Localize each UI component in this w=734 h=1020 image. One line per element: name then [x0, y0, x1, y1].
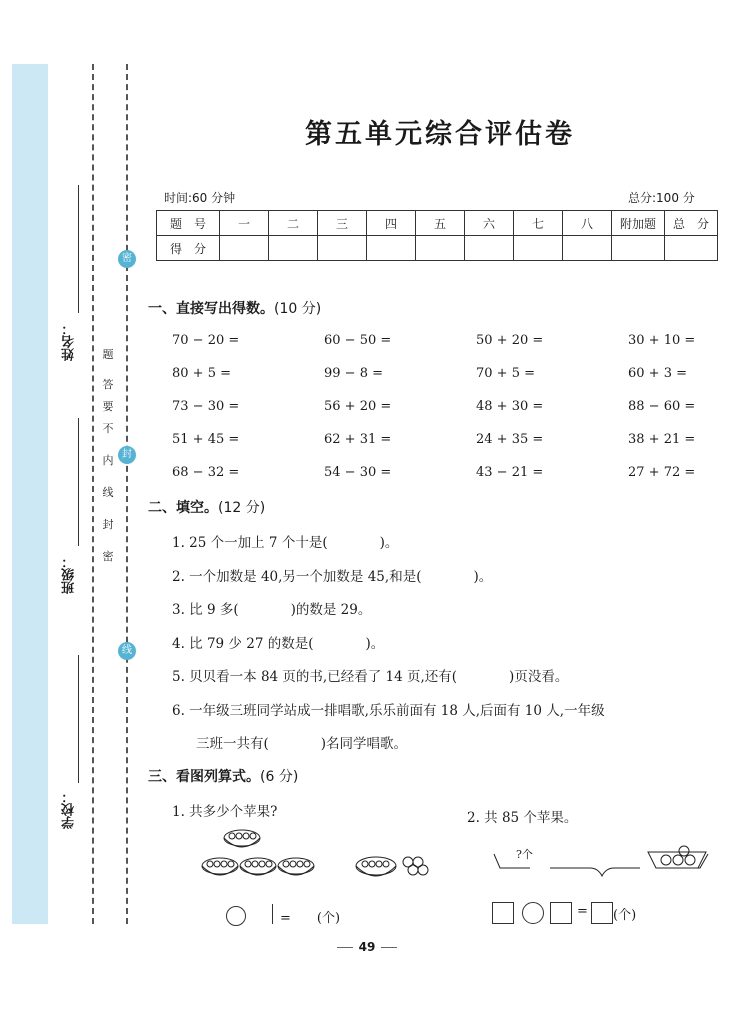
table-cell: 五	[416, 211, 465, 236]
question-text: )。	[365, 636, 385, 652]
calc-item: 30 + 10 =	[628, 333, 696, 348]
brace-label: ?个	[516, 848, 533, 861]
table-cell: 总 分	[665, 211, 718, 236]
answer-box[interactable]	[550, 902, 572, 924]
binding-strip	[12, 64, 48, 924]
picture-question-2: 2. 共 85 个苹果。	[467, 810, 578, 826]
table-cell: 八	[563, 211, 612, 236]
calc-item: 38 + 21 =	[628, 432, 696, 447]
class-label: 班级：	[62, 555, 77, 594]
question-text: )页没看。	[509, 669, 569, 685]
score-table-score-row	[157, 236, 718, 261]
calc-item: 73 − 30 =	[172, 399, 240, 414]
score-cell[interactable]	[367, 236, 416, 261]
divider	[337, 947, 353, 948]
seal-char: 内	[102, 454, 114, 467]
calc-item: 68 − 32 =	[172, 465, 240, 480]
equation-unit: = (个)	[280, 911, 341, 926]
total-score: 总分:100 分	[628, 191, 695, 205]
seal-char: 题	[102, 348, 114, 361]
section-2-title: 二、填空。	[148, 500, 218, 516]
score-cell[interactable]	[665, 236, 718, 261]
school-label: 学校：	[62, 790, 77, 829]
score-cell[interactable]	[514, 236, 563, 261]
basket-icon	[224, 830, 260, 847]
fill-question-2	[172, 565, 492, 585]
table-cell: 附加题	[612, 211, 665, 236]
seal-char: 线	[102, 486, 114, 499]
time-limit: 时间:60 分钟	[164, 191, 236, 205]
table-cell: 七	[514, 211, 563, 236]
section-3-title: 三、看图列算式。	[148, 769, 260, 785]
answer-box[interactable]	[492, 902, 514, 924]
seal-char: 不	[102, 422, 114, 435]
section-2-points: (12 分)	[218, 500, 266, 516]
seal-dot: 线	[118, 642, 136, 660]
basket-icon	[278, 858, 314, 875]
table-cell: 题 号	[157, 211, 220, 236]
table-cell: 三	[318, 211, 367, 236]
question-text: )。	[379, 535, 399, 551]
fill-question-6-cont	[196, 732, 407, 752]
question-text: 6. 一年级三班同学站成一排唱歌,乐乐前面有 18 人,后面有 10 人,一年级	[172, 703, 605, 719]
score-cell[interactable]	[269, 236, 318, 261]
seal-dot: 封	[118, 446, 136, 464]
calc-item: 27 + 72 =	[628, 465, 696, 480]
section-1-title: 一、直接写出得数。	[148, 301, 274, 317]
score-cell[interactable]	[318, 236, 367, 261]
cut-line-outer	[92, 64, 94, 924]
fill-question-5	[172, 665, 568, 685]
equals-sign: =	[577, 904, 588, 919]
score-cell[interactable]	[465, 236, 514, 261]
score-cell[interactable]	[563, 236, 612, 261]
score-cell[interactable]	[612, 236, 665, 261]
seal-dot: 密	[118, 250, 136, 268]
page-number-text: 49	[358, 940, 376, 954]
calc-item: 24 + 35 =	[476, 432, 544, 447]
basket-icon	[356, 857, 396, 876]
answer-box[interactable]	[591, 902, 613, 924]
score-cell[interactable]	[220, 236, 269, 261]
basket-icon	[240, 858, 276, 875]
seal-char: 封	[102, 518, 114, 531]
calc-item: 54 − 30 =	[324, 465, 392, 480]
question-text: )的数是 29。	[290, 602, 372, 618]
seal-char: 答	[102, 378, 114, 391]
name-label: 姓名：	[62, 322, 77, 361]
seal-char: 要	[102, 400, 114, 413]
question-text: 1. 25 个一加上 7 个十是(	[172, 535, 328, 551]
calc-item: 60 + 3 =	[628, 366, 687, 381]
section-3-heading	[148, 766, 298, 786]
score-table-header-row	[157, 211, 718, 236]
question-text: 三班一共有(	[196, 736, 269, 752]
seal-char: 密	[102, 550, 114, 563]
calc-item: 80 + 5 =	[172, 366, 231, 381]
score-table	[156, 210, 718, 261]
calc-item: 60 − 50 =	[324, 333, 392, 348]
fill-question-6	[172, 699, 605, 719]
calc-item: 51 + 45 =	[172, 432, 240, 447]
question-text: 5. 贝贝看一本 84 页的书,已经看了 14 页,还有(	[172, 669, 458, 685]
table-cell: 一	[220, 211, 269, 236]
page-title: 第五单元综合评估卷	[305, 119, 575, 150]
score-cell[interactable]	[416, 236, 465, 261]
calc-item: 70 + 5 =	[476, 366, 535, 381]
class-field[interactable]	[78, 418, 79, 546]
calc-item: 70 − 20 =	[172, 333, 240, 348]
table-cell: 四	[367, 211, 416, 236]
calc-item: 56 + 20 =	[324, 399, 392, 414]
fill-question-3	[172, 598, 371, 618]
fill-question-1	[172, 531, 398, 551]
section-1-heading	[148, 298, 321, 318]
table-cell: 二	[269, 211, 318, 236]
question-text: )名同学唱歌。	[320, 736, 408, 752]
name-field[interactable]	[78, 185, 79, 313]
page-number	[0, 940, 734, 954]
question-text: 2. 一个加数是 40,另一个加数是 45,和是(	[172, 569, 422, 585]
calc-item: 99 − 8 =	[324, 366, 383, 381]
calc-item: 62 + 31 =	[324, 432, 392, 447]
question-text: )。	[473, 569, 493, 585]
section-3-points: (6 分)	[260, 769, 299, 785]
table-cell: 得 分	[157, 236, 220, 261]
operator-circle[interactable]	[522, 902, 544, 924]
school-field[interactable]	[78, 655, 79, 783]
fill-question-4	[172, 632, 384, 652]
table-cell: 六	[465, 211, 514, 236]
calc-item: 88 − 60 =	[628, 399, 696, 414]
equation-unit: (个)	[613, 908, 637, 923]
basket-icon	[202, 858, 238, 875]
calc-item: 50 + 20 =	[476, 333, 544, 348]
apple-baskets-illustration	[196, 826, 436, 892]
section-2-heading	[148, 497, 265, 517]
divider	[381, 947, 397, 948]
apple-icon	[403, 857, 428, 875]
picture-question-1: 1. 共多少个苹果?	[172, 804, 278, 820]
answer-bar	[272, 904, 273, 924]
operator-circle[interactable]	[226, 906, 246, 926]
section-1-points: (10 分)	[274, 301, 322, 317]
calc-item: 48 + 30 =	[476, 399, 544, 414]
question-text: 4. 比 79 少 27 的数是(	[172, 636, 314, 652]
cut-line-inner	[126, 64, 128, 924]
calc-item: 43 − 21 =	[476, 465, 544, 480]
question-text: 3. 比 9 多(	[172, 602, 239, 618]
